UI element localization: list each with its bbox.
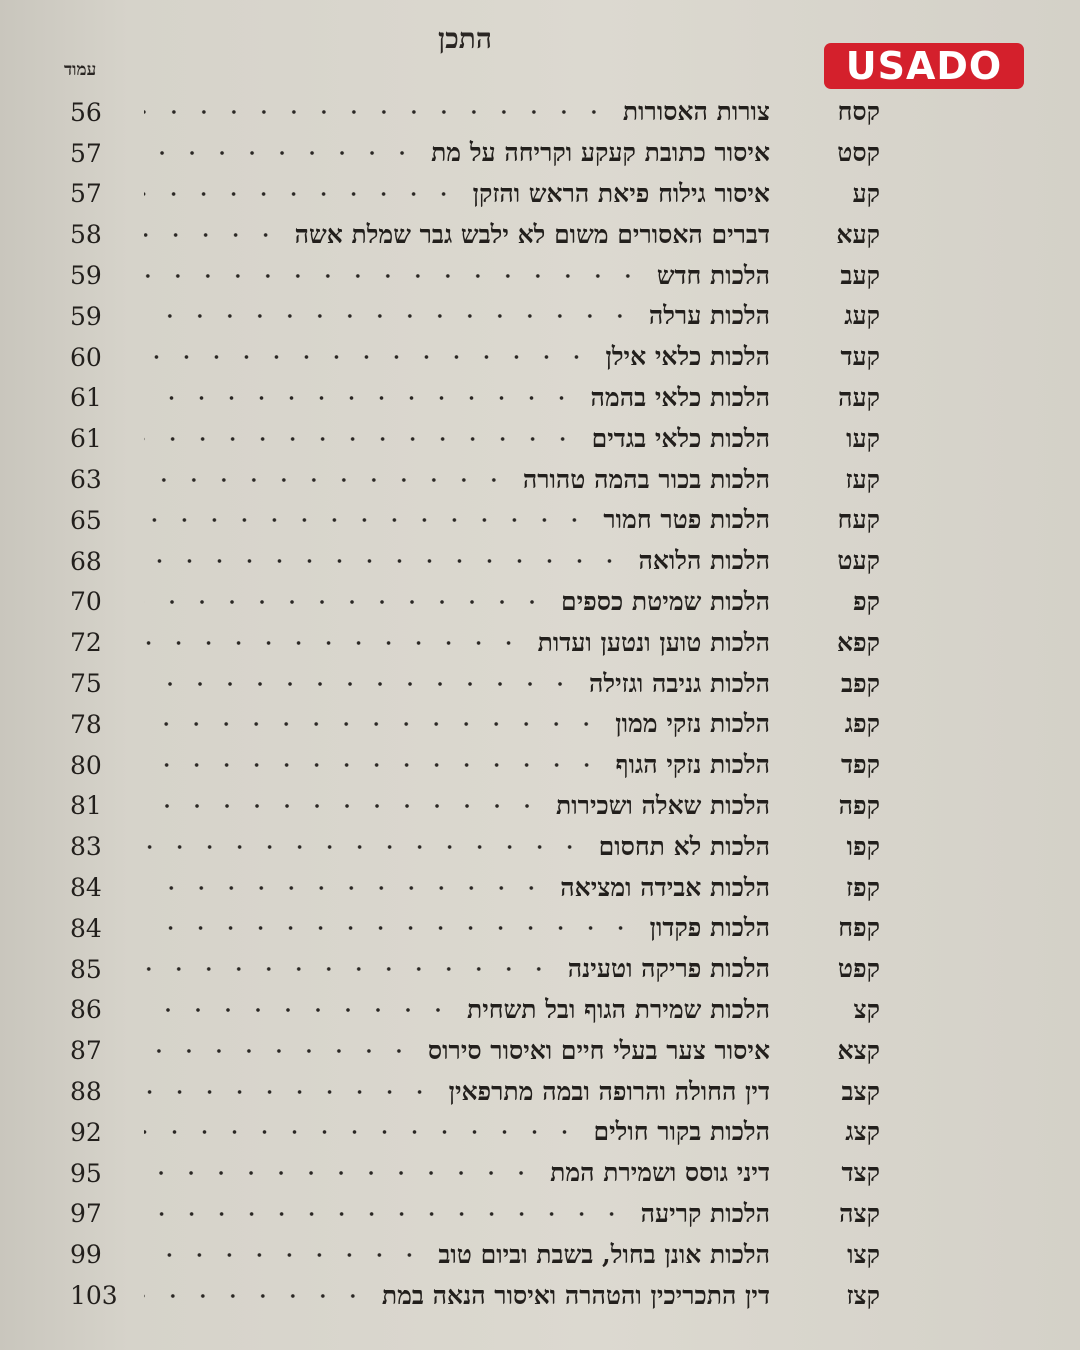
page-number: 80 [70,750,102,780]
chapter-number: קפה [838,790,880,820]
page-number: 68 [70,546,102,576]
chapter-number: קעז [845,464,880,494]
chapter-title: הלכות נזקי ממון [615,709,770,739]
toc-row [0,582,1080,623]
chapter-title: הלכות גניבה וגזילה [589,668,770,698]
chapter-number: קע [852,178,880,208]
chapter-title: הלכות שמירת הגוף ובל תשחית [466,994,770,1024]
toc-row [0,622,1080,663]
chapter-title: הלכות פקדון [649,913,770,943]
toc-row [0,255,1080,296]
toc-row [0,337,1080,378]
chapter-title: הלכות אונן בחול, בשבת וביום טוב [438,1239,770,1269]
page-number: 85 [70,954,102,984]
toc-row [0,378,1080,419]
chapter-title: הלכות בכור בהמה טהורה [522,464,770,494]
page-number: 95 [70,1158,102,1188]
chapter-number: קסט [837,138,880,168]
toc-row [0,541,1080,582]
page-number: 72 [70,628,102,658]
chapter-number: קצה [839,1198,880,1228]
chapter-number: קפט [837,954,880,984]
dot-leader [144,967,554,971]
chapter-number: קצז [846,1280,880,1310]
toc-row [0,296,1080,337]
chapter-number: קפג [844,709,880,739]
toc-row [0,704,1080,745]
chapter-title: צורות האסורות [622,97,770,127]
chapter-title: איסור כתובת קעקע וקריחה על מת [431,138,770,168]
chapter-number: קפו [846,831,880,861]
dot-leader [144,192,459,196]
toc-row [0,990,1080,1031]
dot-leader [144,1130,580,1134]
chapter-title: הלכות קריעה [640,1198,770,1228]
toc-row [0,214,1080,255]
dot-leader [144,886,546,890]
toc-row [0,1112,1080,1153]
dot-leader [144,845,585,849]
toc-row [0,867,1080,908]
chapter-title: דין החולה והרופה ובמה מתרפאין [448,1076,770,1106]
used-badge: USADO [824,43,1024,89]
chapter-number: קפ [853,586,880,616]
page-number: 92 [70,1117,102,1147]
chapter-title: הלכות שאלה ושכירות [556,790,770,820]
chapter-title: איסור צער בעלי חיים ואיסור סירוס [427,1035,770,1065]
toc-row [0,500,1080,541]
toc-row [0,1275,1080,1316]
toc-row [0,133,1080,174]
chapter-title: הלכות כלאי בגדים [591,423,770,453]
dot-leader [144,1008,453,1012]
dot-leader [144,396,577,400]
page-number: 99 [70,1240,102,1270]
page-number: 84 [70,873,102,903]
page-number: 86 [70,995,102,1025]
toc-row [0,908,1080,949]
dot-leader [144,1049,414,1053]
chapter-title: איסור גילוח פיאת הראש והזקן [472,178,770,208]
toc-row [0,174,1080,215]
chapter-title: הלכות אבידה ומציאה [560,872,770,902]
chapter-number: קצא [837,1035,880,1065]
dot-leader [144,314,635,318]
chapter-number: קעו [846,423,880,453]
page-number: 58 [70,220,102,250]
page-number: 87 [70,1036,102,1066]
chapter-number: קפז [846,872,880,902]
dot-leader [144,233,281,237]
toc-row [0,745,1080,786]
dot-leader [144,641,524,645]
page-column-label: עמוד [64,60,97,80]
dot-leader [144,1253,424,1257]
toc-row [0,459,1080,500]
dot-leader [144,1294,368,1298]
page-number: 97 [70,1199,102,1229]
chapter-number: קעט [837,546,880,576]
page-number: 61 [70,424,102,454]
chapter-title: הלכות שמיטת כספים [561,586,770,616]
dot-leader [144,1212,627,1216]
page-number: 83 [70,832,102,862]
chapter-number: קסח [837,97,880,127]
dot-leader [144,274,643,278]
chapter-number: קעד [840,342,880,372]
toc-row [0,92,1080,133]
chapter-number: קפב [840,668,880,698]
page-number: 81 [70,791,102,821]
chapter-title: דברים האסורים משום לא ילבש גבר שמלת אשה [294,219,770,249]
chapter-title: הלכות פריקה וטעינה [567,954,770,984]
chapter-number: קצ [853,994,880,1024]
chapter-title: הלכות כלאי אילן [605,342,770,372]
chapter-title: הלכות לא תחסום [598,831,770,861]
dot-leader [144,355,591,359]
page-number: 57 [70,179,102,209]
page-number: 60 [70,342,102,372]
chapter-number: קעב [840,260,880,290]
toc-row [0,786,1080,827]
chapter-number: קצו [847,1239,880,1269]
toc-row [0,1194,1080,1235]
page-title: התכן [437,22,492,55]
page-number: 59 [70,301,102,331]
toc-row [0,1030,1080,1071]
dot-leader [144,437,578,441]
dot-leader [144,682,575,686]
dot-leader [144,518,589,522]
chapter-number: קצב [841,1076,880,1106]
page-number: 78 [70,709,102,739]
dot-leader [144,1090,435,1094]
toc-row [0,1234,1080,1275]
page-number: 84 [70,913,102,943]
chapter-title: הלכות פטר חמור [603,505,770,535]
dot-leader [144,559,624,563]
dot-leader [144,110,609,114]
chapter-number: קפא [836,627,880,657]
chapter-title: הלכות חדש [656,260,770,290]
chapter-title: הלכות נזקי הגוף [615,750,770,780]
chapter-title: דיני גוסס ושמירת המת [550,1158,770,1188]
dot-leader [144,926,636,930]
toc-row [0,663,1080,704]
toc-row [0,826,1080,867]
page-number: 103 [70,1281,118,1310]
chapter-number: קצג [845,1117,880,1147]
chapter-number: קעה [838,382,880,412]
chapter-title: דין התכריכין והטהרה ואיסור הנאה במת [381,1280,770,1310]
page-number: 56 [70,97,102,127]
page-number: 65 [70,505,102,535]
dot-leader [144,1171,536,1175]
dot-leader [144,600,547,604]
page-number: 59 [70,261,102,291]
chapter-title: הלכות הלואה [638,546,770,576]
page-number: 88 [70,1077,102,1107]
chapter-number: קעג [844,301,880,331]
toc-row [0,949,1080,990]
toc-row [0,1153,1080,1194]
toc-row [0,1071,1080,1112]
chapter-title: הלכות טוען ונטען ועדות [537,627,770,657]
chapter-number: קעח [837,505,880,535]
dot-leader [144,722,601,726]
chapter-number: קעא [836,219,880,249]
page-number: 75 [70,669,102,699]
chapter-title: הלכות ערלה [648,301,770,331]
table-of-contents [0,92,1080,1316]
page-number: 63 [70,465,102,495]
chapter-title: הלכות בקור חולים [593,1117,770,1147]
dot-leader [144,804,542,808]
page-number: 61 [70,383,102,413]
toc-row [0,418,1080,459]
chapter-number: קפד [840,750,880,780]
dot-leader [144,151,417,155]
page-number: 57 [70,138,102,168]
page-number: 70 [70,587,102,617]
dot-leader [144,763,602,767]
dot-leader [144,478,509,482]
chapter-title: הלכות כלאי בהמה [590,382,770,412]
chapter-number: קצד [841,1158,880,1188]
chapter-number: קפח [838,913,880,943]
